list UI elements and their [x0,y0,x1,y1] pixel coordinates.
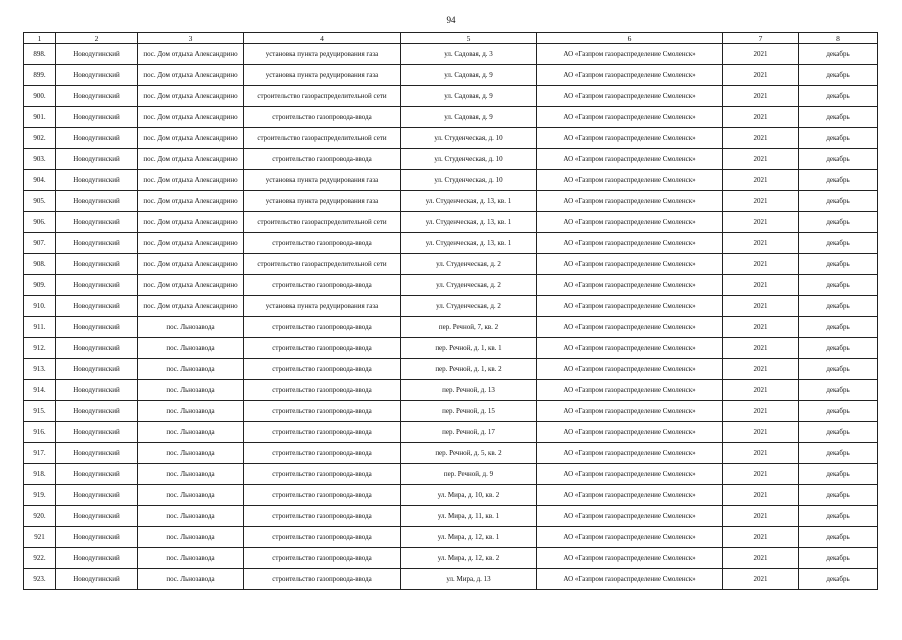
district-cell: Новодугинский [56,212,138,233]
locality-cell: пос. Льнозавода [138,464,244,485]
organization-cell: АО «Газпром газораспределение Смоленск» [537,380,723,401]
column-header: 6 [537,33,723,44]
district-cell: Новодугинский [56,485,138,506]
district-cell: Новодугинский [56,422,138,443]
locality-cell: пос. Льнозавода [138,338,244,359]
work-type-cell: строительство газопровода-ввода [244,359,401,380]
district-cell: Новодугинский [56,464,138,485]
year-cell: 2021 [723,233,799,254]
work-type-cell: установка пункта редуцирования газа [244,191,401,212]
year-cell: 2021 [723,107,799,128]
organization-cell: АО «Газпром газораспределение Смоленск» [537,170,723,191]
locality-cell: пос. Льнозавода [138,548,244,569]
locality-cell: пос. Дом отдыха Александрино [138,65,244,86]
column-header: 2 [56,33,138,44]
month-cell: декабрь [799,464,878,485]
work-type-cell: строительство газораспределительной сети [244,128,401,149]
organization-cell: АО «Газпром газораспределение Смоленск» [537,44,723,65]
organization-cell: АО «Газпром газораспределение Смоленск» [537,107,723,128]
month-cell: декабрь [799,485,878,506]
district-cell: Новодугинский [56,65,138,86]
month-cell: декабрь [799,527,878,548]
row-number-cell: 914. [24,380,56,401]
month-cell: декабрь [799,569,878,590]
district-cell: Новодугинский [56,359,138,380]
table-row [24,86,878,107]
locality-cell: пос. Дом отдыха Александрино [138,86,244,107]
address-cell: пер. Речной, 7, кв. 2 [401,317,537,338]
column-header: 5 [401,33,537,44]
row-number-cell: 905. [24,191,56,212]
organization-cell: АО «Газпром газораспределение Смоленск» [537,275,723,296]
work-type-cell: строительство газопровода-ввода [244,548,401,569]
address-cell: ул. Студенческая, д. 2 [401,254,537,275]
work-type-cell: строительство газопровода-ввода [244,443,401,464]
organization-cell: АО «Газпром газораспределение Смоленск» [537,485,723,506]
month-cell: декабрь [799,380,878,401]
row-number-cell: 919. [24,485,56,506]
row-number-cell: 904. [24,170,56,191]
locality-cell: пос. Дом отдыха Александрино [138,128,244,149]
work-type-cell: строительство газопровода-ввода [244,506,401,527]
table-row [24,401,878,422]
locality-cell: пос. Льнозавода [138,401,244,422]
organization-cell: АО «Газпром газораспределение Смоленск» [537,443,723,464]
organization-cell: АО «Газпром газораспределение Смоленск» [537,569,723,590]
row-number-cell: 915. [24,401,56,422]
work-type-cell: строительство газопровода-ввода [244,464,401,485]
address-cell: ул. Студенческая, д. 13, кв. 1 [401,191,537,212]
row-number-cell: 911. [24,317,56,338]
organization-cell: АО «Газпром газораспределение Смоленск» [537,317,723,338]
locality-cell: пос. Льнозавода [138,485,244,506]
year-cell: 2021 [723,65,799,86]
district-cell: Новодугинский [56,380,138,401]
month-cell: декабрь [799,149,878,170]
address-cell: пер. Речной, д. 1, кв. 2 [401,359,537,380]
row-number-cell: 922. [24,548,56,569]
month-cell: декабрь [799,443,878,464]
row-number-cell: 920. [24,506,56,527]
table-row [24,548,878,569]
row-number-cell: 898. [24,44,56,65]
district-cell: Новодугинский [56,149,138,170]
row-number-cell: 906. [24,212,56,233]
organization-cell: АО «Газпром газораспределение Смоленск» [537,338,723,359]
work-type-cell: строительство газораспределительной сети [244,86,401,107]
row-number-cell: 908. [24,254,56,275]
table-row [24,443,878,464]
row-number-cell: 901. [24,107,56,128]
table-row [24,128,878,149]
district-cell: Новодугинский [56,548,138,569]
year-cell: 2021 [723,296,799,317]
locality-cell: пос. Дом отдыха Александрино [138,233,244,254]
column-header: 4 [244,33,401,44]
page-number: 94 [446,15,456,25]
header-row [24,33,878,44]
address-cell: пер. Речной, д. 13 [401,380,537,401]
year-cell: 2021 [723,317,799,338]
district-cell: Новодугинский [56,296,138,317]
row-number-cell: 910. [24,296,56,317]
table-row [24,569,878,590]
table-row [24,464,878,485]
address-cell: пер. Речной, д. 5, кв. 2 [401,443,537,464]
organization-cell: АО «Газпром газораспределение Смоленск» [537,254,723,275]
month-cell: декабрь [799,506,878,527]
locality-cell: пос. Дом отдыха Александрино [138,149,244,170]
year-cell: 2021 [723,149,799,170]
organization-cell: АО «Газпром газораспределение Смоленск» [537,506,723,527]
address-cell: ул. Студенческая, д. 10 [401,170,537,191]
table-row [24,506,878,527]
year-cell: 2021 [723,548,799,569]
address-cell: ул. Мира, д. 11, кв. 1 [401,506,537,527]
organization-cell: АО «Газпром газораспределение Смоленск» [537,191,723,212]
row-number-cell: 917. [24,443,56,464]
work-type-cell: установка пункта редуцирования газа [244,296,401,317]
address-cell: ул. Студенческая, д. 2 [401,296,537,317]
locality-cell: пос. Льнозавода [138,569,244,590]
month-cell: декабрь [799,401,878,422]
month-cell: декабрь [799,317,878,338]
work-type-cell: строительство газопровода-ввода [244,149,401,170]
work-type-cell: установка пункта редуцирования газа [244,65,401,86]
year-cell: 2021 [723,401,799,422]
table-row [24,359,878,380]
month-cell: декабрь [799,422,878,443]
address-cell: пер. Речной, д. 15 [401,401,537,422]
district-cell: Новодугинский [56,317,138,338]
organization-cell: АО «Газпром газораспределение Смоленск» [537,548,723,569]
address-cell: ул. Студенческая, д. 10 [401,149,537,170]
month-cell: декабрь [799,254,878,275]
locality-cell: пос. Дом отдыха Александрино [138,275,244,296]
district-cell: Новодугинский [56,338,138,359]
table-row [24,170,878,191]
row-number-cell: 909. [24,275,56,296]
organization-cell: АО «Газпром газораспределение Смоленск» [537,86,723,107]
locality-cell: пос. Дом отдыха Александрино [138,191,244,212]
locality-cell: пос. Дом отдыха Александрино [138,254,244,275]
district-cell: Новодугинский [56,527,138,548]
table-row [24,212,878,233]
table-row [24,422,878,443]
year-cell: 2021 [723,275,799,296]
organization-cell: АО «Газпром газораспределение Смоленск» [537,233,723,254]
column-header: 1 [24,33,56,44]
locality-cell: пос. Дом отдыха Александрино [138,44,244,65]
district-cell: Новодугинский [56,128,138,149]
table-row [24,107,878,128]
year-cell: 2021 [723,380,799,401]
year-cell: 2021 [723,359,799,380]
row-number-cell: 903. [24,149,56,170]
district-cell: Новодугинский [56,401,138,422]
district-cell: Новодугинский [56,254,138,275]
table-row [24,527,878,548]
district-cell: Новодугинский [56,44,138,65]
address-cell: пер. Речной, д. 1, кв. 1 [401,338,537,359]
organization-cell: АО «Газпром газораспределение Смоленск» [537,422,723,443]
district-cell: Новодугинский [56,191,138,212]
organization-cell: АО «Газпром газораспределение Смоленск» [537,401,723,422]
address-cell: ул. Садовая, д. 9 [401,65,537,86]
address-cell: пер. Речной, д. 9 [401,464,537,485]
month-cell: декабрь [799,359,878,380]
column-header: 7 [723,33,799,44]
work-type-cell: строительство газопровода-ввода [244,107,401,128]
district-cell: Новодугинский [56,569,138,590]
address-cell: ул. Мира, д. 13 [401,569,537,590]
year-cell: 2021 [723,212,799,233]
locality-cell: пос. Льнозавода [138,506,244,527]
month-cell: декабрь [799,548,878,569]
locality-cell: пос. Льнозавода [138,443,244,464]
work-type-cell: строительство газопровода-ввода [244,380,401,401]
table-body [24,44,878,590]
month-cell: декабрь [799,86,878,107]
address-cell: пер. Речной, д. 17 [401,422,537,443]
organization-cell: АО «Газпром газораспределение Смоленск» [537,212,723,233]
work-type-cell: строительство газораспределительной сети [244,212,401,233]
locality-cell: пос. Дом отдыха Александрино [138,296,244,317]
district-cell: Новодугинский [56,233,138,254]
address-cell: ул. Студенческая, д. 13, кв. 1 [401,212,537,233]
year-cell: 2021 [723,128,799,149]
locality-cell: пос. Льнозавода [138,422,244,443]
locality-cell: пос. Дом отдыха Александрино [138,107,244,128]
locality-cell: пос. Льнозавода [138,527,244,548]
year-cell: 2021 [723,527,799,548]
month-cell: декабрь [799,191,878,212]
row-number-cell: 923. [24,569,56,590]
locality-cell: пос. Льнозавода [138,317,244,338]
month-cell: декабрь [799,65,878,86]
row-number-cell: 912. [24,338,56,359]
table-row [24,149,878,170]
work-type-cell: строительство газопровода-ввода [244,485,401,506]
address-cell: ул. Студенческая, д. 10 [401,128,537,149]
year-cell: 2021 [723,422,799,443]
locality-cell: пос. Дом отдыха Александрино [138,170,244,191]
row-number-cell: 907. [24,233,56,254]
table-row [24,296,878,317]
month-cell: декабрь [799,170,878,191]
work-type-cell: строительство газопровода-ввода [244,527,401,548]
address-cell: ул. Студенческая, д. 2 [401,275,537,296]
address-cell: ул. Мира, д. 12, кв. 2 [401,548,537,569]
row-number-cell: 918. [24,464,56,485]
work-type-cell: строительство газопровода-ввода [244,317,401,338]
address-cell: ул. Мира, д. 12, кв. 1 [401,527,537,548]
address-cell: ул. Садовая, д. 9 [401,86,537,107]
address-cell: ул. Студенческая, д. 13, кв. 1 [401,233,537,254]
address-cell: ул. Мира, д. 10, кв. 2 [401,485,537,506]
district-cell: Новодугинский [56,443,138,464]
row-number-cell: 900. [24,86,56,107]
document-table [23,32,878,590]
work-type-cell: строительство газопровода-ввода [244,275,401,296]
row-number-cell: 921 [24,527,56,548]
year-cell: 2021 [723,86,799,107]
district-cell: Новодугинский [56,107,138,128]
address-cell: ул. Садовая, д. 9 [401,107,537,128]
locality-cell: пос. Льнозавода [138,359,244,380]
row-number-cell: 902. [24,128,56,149]
month-cell: декабрь [799,128,878,149]
year-cell: 2021 [723,191,799,212]
organization-cell: АО «Газпром газораспределение Смоленск» [537,149,723,170]
year-cell: 2021 [723,254,799,275]
table-row [24,233,878,254]
work-type-cell: строительство газораспределительной сети [244,254,401,275]
district-cell: Новодугинский [56,170,138,191]
organization-cell: АО «Газпром газораспределение Смоленск» [537,359,723,380]
table-row [24,65,878,86]
district-cell: Новодугинский [56,86,138,107]
organization-cell: АО «Газпром газораспределение Смоленск» [537,527,723,548]
work-type-cell: строительство газопровода-ввода [244,401,401,422]
organization-cell: АО «Газпром газораспределение Смоленск» [537,128,723,149]
month-cell: декабрь [799,233,878,254]
work-type-cell: строительство газопровода-ввода [244,233,401,254]
organization-cell: АО «Газпром газораспределение Смоленск» [537,65,723,86]
month-cell: декабрь [799,44,878,65]
table-row [24,338,878,359]
table-row [24,191,878,212]
table-row [24,44,878,65]
column-header: 8 [799,33,878,44]
district-cell: Новодугинский [56,506,138,527]
work-type-cell: установка пункта редуцирования газа [244,44,401,65]
work-type-cell: строительство газопровода-ввода [244,569,401,590]
year-cell: 2021 [723,569,799,590]
district-cell: Новодугинский [56,275,138,296]
column-header: 3 [138,33,244,44]
year-cell: 2021 [723,443,799,464]
year-cell: 2021 [723,338,799,359]
work-type-cell: строительство газопровода-ввода [244,422,401,443]
row-number-cell: 916. [24,422,56,443]
year-cell: 2021 [723,170,799,191]
month-cell: декабрь [799,107,878,128]
address-cell: ул. Садовая, д. 3 [401,44,537,65]
month-cell: декабрь [799,212,878,233]
table-row [24,485,878,506]
year-cell: 2021 [723,506,799,527]
row-number-cell: 913. [24,359,56,380]
year-cell: 2021 [723,485,799,506]
table-row [24,380,878,401]
table-row [24,317,878,338]
table-row [24,275,878,296]
work-type-cell: установка пункта редуцирования газа [244,170,401,191]
organization-cell: АО «Газпром газораспределение Смоленск» [537,464,723,485]
organization-cell: АО «Газпром газораспределение Смоленск» [537,296,723,317]
month-cell: декабрь [799,275,878,296]
table-row [24,254,878,275]
locality-cell: пос. Дом отдыха Александрино [138,212,244,233]
year-cell: 2021 [723,464,799,485]
locality-cell: пос. Льнозавода [138,380,244,401]
year-cell: 2021 [723,44,799,65]
month-cell: декабрь [799,338,878,359]
work-type-cell: строительство газопровода-ввода [244,338,401,359]
row-number-cell: 899. [24,65,56,86]
month-cell: декабрь [799,296,878,317]
